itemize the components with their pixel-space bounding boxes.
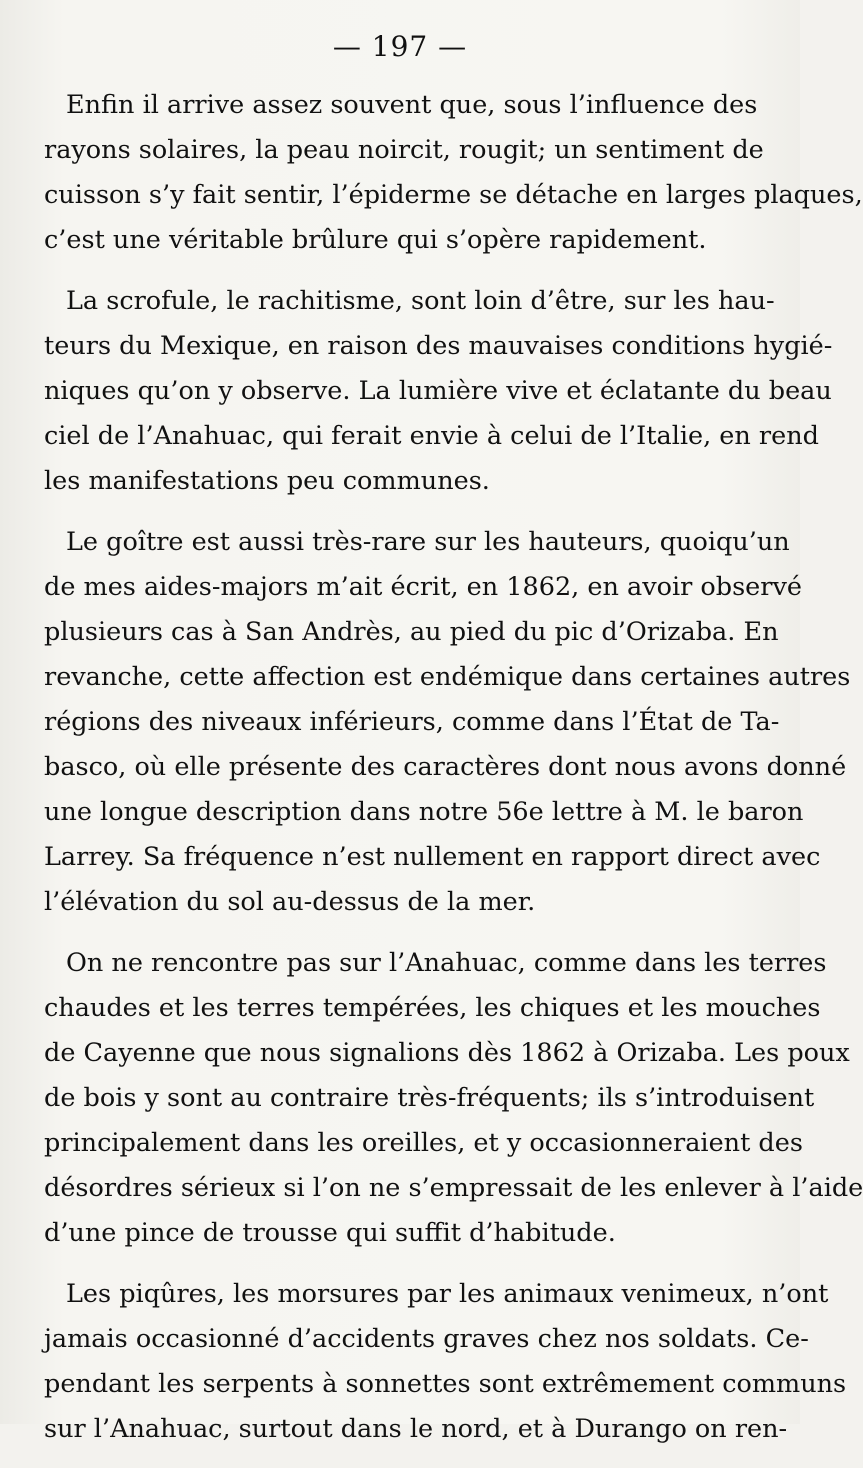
page-body [44,83,863,1468]
text-line: de mes aides-majors m’ait écrit, en 1862, en avoir observé [44,572,802,602]
text-line: Les piqûres, les morsures par les animaux venimeux, n’ont [66,1279,829,1309]
text-line: régions des niveaux inférieurs, comme dans l’État de Ta- [44,707,780,737]
text-line: de bois y sont au contraire très-fréquents; ils s’introduisent [44,1083,815,1113]
text-line: sur l’Anahuac, surtout dans le nord, et à Durango on ren- [44,1414,788,1444]
text-line: La scrofule, le rachitisme, sont loin d’être, sur les hau- [66,286,775,316]
text-line: teurs du Mexique, en raison des mauvaises conditions hygié- [44,331,833,361]
text-line: chaudes et les terres tempérées, les chiques et les mouches [44,993,821,1023]
paragraph [44,520,851,925]
text-line: Larrey. Sa fréquence n’est nullement en rapport direct avec [44,842,821,872]
text-line: désordres sérieux si l’on ne s’empressait de les enlever à l’aide [44,1173,863,1203]
text-line: plusieurs cas à San Andrès, au pied du pic d’Orizaba. En [44,617,779,647]
text-line: cuisson s’y fait sentir, l’épiderme se détache en larges plaques, [44,180,863,210]
text-line: les manifestations peu communes. [44,466,490,496]
page-number: — 197 — [332,30,468,63]
text-line: de Cayenne que nous signalions dès 1862 à Orizaba. Les poux [44,1038,850,1068]
text-line: Le goître est aussi très-rare sur les hauteurs, quoiqu’un [66,527,790,557]
text-line: niques qu’on y observe. La lumière vive et éclatante du beau [44,376,832,406]
text-line: On ne rencontre pas sur l’Anahuac, comme dans les terres [66,948,827,978]
text-line: basco, où elle présente des caractères dont nous avons donné [44,752,847,782]
text-line: Enfin il arrive assez souvent que, sous l’influence des [66,90,758,120]
text-line: principalement dans les oreilles, et y occasionneraient des [44,1128,803,1158]
text-line: pendant les serpents à sonnettes sont extrêmement communs [44,1369,847,1399]
text-line: rayons solaires, la peau noircit, rougit; un sentiment de [44,135,764,165]
paragraph [44,83,863,263]
text-line: c’est une véritable brûlure qui s’opère rapidement. [44,225,707,255]
text-line: l’élévation du sol au-dessus de la mer. [44,887,536,917]
text-line: une longue description dans notre 56e lettre à M. le baron [44,797,804,827]
paragraph [44,1272,847,1452]
paragraph [44,941,863,1256]
paragraph [44,279,833,504]
text-line: ciel de l’Anahuac, qui ferait envie à celui de l’Italie, en rend [44,421,819,451]
text-line: d’une pince de trousse qui suffit d’habitude. [44,1218,616,1248]
text-line: jamais occasionné d’accidents graves chez nos soldats. Ce- [44,1324,809,1354]
text-line: revanche, cette affection est endémique dans certaines autres [44,662,851,692]
